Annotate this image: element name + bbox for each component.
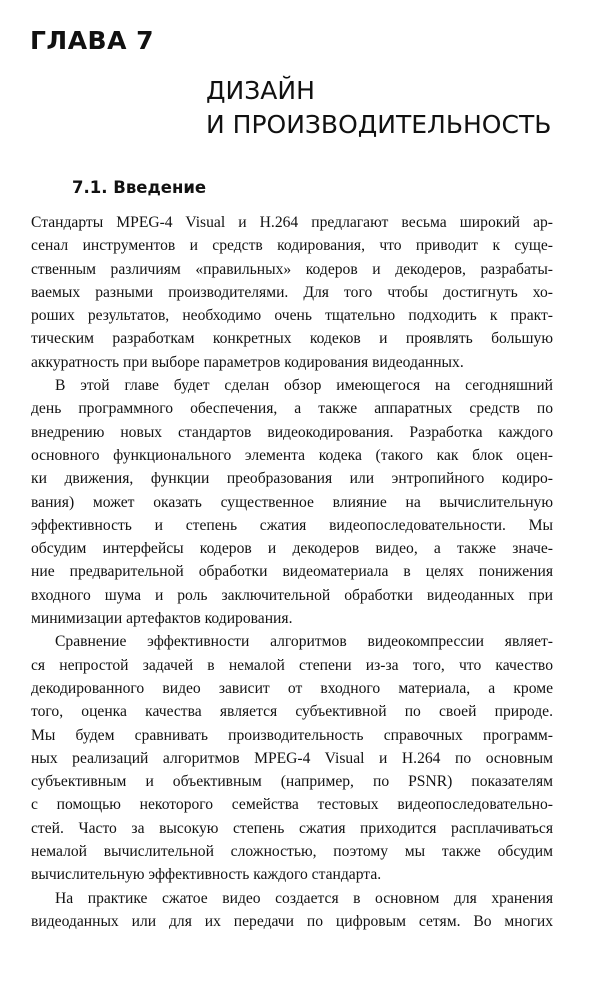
section-heading: 7.1. Введение: [72, 178, 207, 197]
paragraph: [31, 887, 553, 934]
text-line: тическим разработкам конкретных кодеков и проявлять большую: [31, 330, 553, 348]
text-line: стей. Часто за высокую степень сжатия приходится расплачиваться: [31, 819, 553, 837]
text-line: входного шума и роль заключительной обработки видеоданных при: [31, 586, 553, 604]
text-line: внедрению новых стандартов видеокодирования. Разработка каждого: [31, 423, 553, 441]
text-line: эффективность и степень сжатия видеопоследовательности. Мы: [31, 516, 553, 534]
text-line: ственным различиям «правильных» кодеров и декодеров, разрабаты-: [31, 260, 553, 278]
text-line: Стандарты MPEG-4 Visual и H.264 предлагают весьма широкий ар-: [31, 214, 553, 231]
text-line: В этой главе будет сделан обзор имеющегося на сегодняшний: [55, 377, 553, 395]
text-line: ние предварительной обработки видеоматериала в целях понижения: [31, 563, 553, 581]
text-line: вычислительную эффективность каждого стандарта.: [31, 866, 382, 884]
text-line: роших результатов, необходимо очень тщательно подходить к практ-: [31, 307, 553, 325]
text-line: немалой вычислительной сложностью, поэтому мы также обсудим: [31, 843, 553, 861]
text-line: субъективным и объективным (например, по PSNR) показателям: [31, 773, 553, 791]
chapter-title-line-1: ДИЗАЙН: [206, 76, 315, 105]
chapter-title: [206, 74, 551, 142]
chapter-label: ГЛАВА 7: [30, 26, 155, 55]
text-line: день программного обеспечения, а также аппаратных средств по: [31, 400, 553, 418]
paragraph: [31, 374, 553, 630]
text-line: обсудим интерфейсы кодеров и декодеров видео, а также значе-: [31, 540, 553, 558]
text-line: основного функционального элемента кодека (такого как блок оцен-: [31, 446, 553, 464]
text-line: декодированного видео зависит от входного материала, а кроме: [31, 679, 553, 697]
text-line: Сравнение эффективности алгоритмов видеокомпрессии являет-: [55, 633, 553, 651]
text-line: ных реализаций алгоритмов MPEG-4 Visual и H.264 по основным: [31, 749, 553, 767]
text-line: На практике сжатое видео создается в основном для хранения: [55, 889, 553, 907]
text-line: ки движения, функции преобразования или энтропийного кодиро-: [31, 470, 553, 488]
text-line: ся непростой задачей в немалой степени из-за того, что качество: [31, 656, 553, 674]
text-line: ваемых разными производителями. Для того чтобы достигнуть хо-: [31, 283, 553, 301]
paragraph: [31, 211, 553, 374]
paragraph: [31, 630, 553, 886]
body-text: [31, 211, 553, 933]
text-line: с помощью некоторого семейства тестовых видеопоследовательно-: [31, 796, 553, 814]
text-line: видеоданных или для их передачи по цифровым сетям. Во многих: [31, 912, 553, 930]
text-line: аккуратность при выборе параметров кодирования видеоданных.: [31, 353, 464, 371]
text-line: вания) может оказать существенное влияние на вычислительную: [31, 493, 553, 511]
text-line: Мы будем сравнивать производительность справочных программ-: [31, 726, 553, 744]
text-line: минимизации артефактов кодирования.: [31, 610, 293, 628]
text-line: того, оценка качества является субъективной по своей природе.: [31, 703, 553, 721]
text-line: сенал инструментов и средств кодирования, что приводит к суще-: [31, 237, 553, 255]
chapter-title-line-2: И ПРОИЗВОДИТЕЛЬНОСТЬ: [206, 110, 552, 139]
